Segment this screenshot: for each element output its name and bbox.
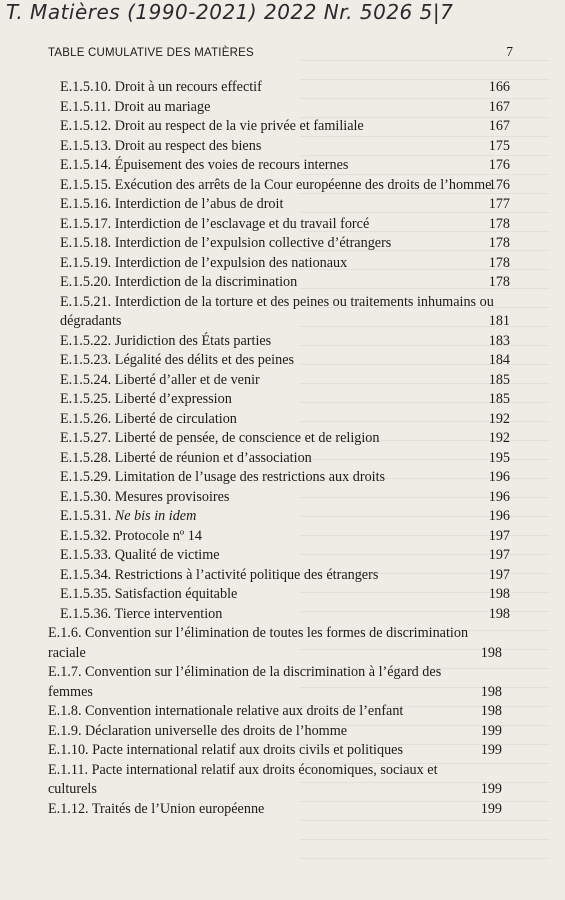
toc-entry	[48, 585, 510, 605]
toc-entry-title: Interdiction de l’esclavage et du travail forcé	[114, 215, 370, 232]
toc-entry-title: Interdiction de l’expulsion des nationaux	[114, 254, 348, 271]
toc-entry	[48, 507, 510, 527]
toc-entry-page: 175	[488, 137, 510, 154]
toc-entry-code: E.1.5.25.	[60, 391, 112, 407]
toc-entry-title: Convention sur l’élimination de toutes les formes de discrimination raciale	[48, 625, 469, 661]
toc-entry-page: 176	[488, 157, 510, 173]
toc-entry	[48, 293, 510, 332]
toc-entry	[48, 98, 510, 118]
toc-entry-title: Pacte international relatif aux droits civils et politiques	[92, 742, 403, 758]
toc-entry	[48, 546, 510, 566]
toc-entry-code: E.1.11.	[48, 761, 89, 778]
toc-entry-title: Interdiction de la discrimination	[114, 274, 298, 290]
toc-entry	[48, 371, 510, 391]
toc-entry-title: Juridiction des États parties	[114, 332, 272, 349]
toc-entry	[48, 117, 510, 137]
toc-entry-code: E.1.5.10.	[60, 79, 112, 95]
toc-entry	[48, 390, 510, 410]
toc-entry-code: E.1.5.28.	[60, 449, 112, 466]
toc-entry	[48, 78, 510, 98]
toc-entry-code: E.1.12.	[48, 800, 89, 817]
toc-entry-title: Traités de l’Union européenne	[91, 800, 265, 817]
toc-entry	[48, 273, 510, 293]
toc-entry-title: Limitation de l’usage des restrictions aux droits	[114, 469, 386, 485]
toc-entry-title: Tierce intervention	[114, 605, 223, 622]
toc-entry-code: E.1.5.30.	[60, 488, 112, 505]
toc-entry-code: E.1.5.15.	[60, 176, 112, 193]
toc-entry-title: Qualité de victime	[114, 547, 220, 563]
toc-entry-page: 198	[480, 683, 502, 700]
toc-entry	[48, 176, 510, 196]
toc-entry-code: E.1.5.23.	[60, 352, 112, 368]
toc-entry-page: 176	[488, 176, 510, 193]
toc-entry	[48, 566, 510, 586]
toc-entry-title: Protocole nº 14	[114, 527, 202, 544]
toc-entry-code: E.1.8.	[48, 703, 82, 719]
toc-entry-title: Déclaration universelle des droits de l’homme	[85, 722, 348, 739]
toc-entry	[48, 234, 510, 254]
toc-entry-title: Ne bis in idem	[114, 508, 197, 524]
toc-entry-code: E.1.5.33.	[60, 547, 112, 563]
toc-entry-page: 196	[488, 508, 510, 524]
toc-entry-page: 185	[488, 371, 510, 388]
toc-entry-code: E.1.5.26.	[60, 410, 112, 427]
toc-entry-page: 198	[480, 703, 502, 719]
toc-entry-code: E.1.5.22.	[60, 332, 112, 349]
toc-entry-code: E.1.5.29.	[60, 469, 112, 485]
toc-entry	[48, 722, 510, 742]
toc-entry-title: Interdiction de la torture et des peines ou traitements inhumains ou dégradants	[60, 293, 494, 329]
toc-entry-title: Liberté de circulation	[114, 410, 237, 427]
toc-entry-page: 195	[488, 449, 510, 466]
toc-entry-title: Épuisement des voies de recours internes	[114, 157, 349, 173]
toc-entry-code: E.1.9.	[48, 722, 82, 739]
toc-entry-page: 199	[480, 800, 502, 817]
toc-entry-title: Liberté de pensée, de conscience et de religion	[114, 430, 380, 446]
toc-entry-page: 197	[488, 566, 510, 583]
toc-entry-code: E.1.5.32.	[60, 527, 112, 544]
toc-entry	[48, 195, 510, 215]
toc-entry-page: 178	[488, 254, 510, 271]
toc-entry	[48, 215, 510, 235]
toc-entry-code: E.1.5.21.	[60, 293, 112, 310]
toc-entry	[48, 332, 510, 352]
toc-entry-code: E.1.5.16.	[60, 196, 112, 212]
toc-entry-page: 178	[488, 235, 510, 251]
toc-entry-page: 198	[488, 605, 510, 622]
toc-entry	[48, 741, 510, 761]
toc-entry-code: E.1.5.20.	[60, 274, 112, 290]
toc-entry-title: Satisfaction équitable	[114, 586, 238, 602]
toc-entry-title: Mesures provisoires	[114, 488, 230, 505]
toc-entry	[48, 624, 510, 663]
page-header	[48, 44, 513, 62]
toc-entry-page: 197	[488, 527, 510, 544]
toc-entry	[48, 254, 510, 274]
toc-entry-title: Interdiction de l’abus de droit	[114, 196, 284, 212]
toc-entry-page: 178	[488, 215, 510, 232]
toc-entry-title: Convention internationale relative aux droits de l’enfant	[85, 703, 404, 719]
toc-entry	[48, 488, 510, 508]
toc-entry-page: 199	[480, 742, 502, 758]
toc-entry-code: E.1.5.18.	[60, 235, 112, 251]
toc-entry-page: 192	[488, 430, 510, 446]
toc-entry-title: Liberté d’expression	[114, 391, 232, 407]
toc-entry-title: Droit au mariage	[114, 98, 211, 115]
toc-entry-page: 198	[488, 586, 510, 602]
toc-entry-code: E.1.5.11.	[60, 98, 111, 115]
toc-entry-page: 199	[480, 722, 502, 739]
toc-entry	[48, 468, 510, 488]
toc-entry-page: 198	[480, 644, 502, 661]
toc-entry-title: Droit au respect de la vie privée et familiale	[114, 118, 364, 134]
toc-entry-page: 197	[488, 547, 510, 563]
toc-entry-code: E.1.7.	[48, 664, 82, 680]
toc-entry-page: 177	[488, 196, 510, 212]
toc-entry-code: E.1.5.34.	[60, 566, 112, 583]
toc-entry-page: 199	[480, 781, 502, 797]
toc-entry	[48, 527, 510, 547]
toc-entry-page: 196	[488, 469, 510, 485]
toc-entry-code: E.1.5.12.	[60, 118, 112, 134]
toc-entry-code: E.1.5.14.	[60, 157, 112, 173]
handwritten-note: T. Matières (1990-2021) 2022 Nr. 5026 5|7	[6, 0, 454, 24]
toc-list	[48, 78, 510, 819]
toc-entry	[48, 761, 510, 800]
page-number: 7	[506, 44, 513, 59]
toc-entry-code: E.1.5.17.	[60, 215, 112, 232]
toc-entry	[48, 663, 510, 702]
toc-entry-title: Liberté d’aller et de venir	[114, 371, 260, 388]
toc-entry-code: E.1.5.19.	[60, 254, 112, 271]
toc-entry	[48, 351, 510, 371]
toc-entry-page: 166	[488, 79, 510, 95]
toc-entry	[48, 156, 510, 176]
toc-entry	[48, 605, 510, 625]
toc-entry-title: Pacte international relatif aux droits économiques, sociaux et culturels	[48, 761, 438, 797]
toc-entry-title: Droit à un recours effectif	[114, 79, 262, 95]
toc-entry-page: 196	[488, 488, 510, 505]
toc-entry-page: 183	[488, 332, 510, 349]
toc-entry-title: Légalité des délits et des peines	[114, 352, 295, 368]
toc-entry-title: Droit au respect des biens	[114, 137, 262, 154]
toc-entry-title: Liberté de réunion et d’association	[114, 449, 312, 466]
toc-entry-page: 184	[488, 352, 510, 368]
toc-entry	[48, 410, 510, 430]
toc-entry	[48, 800, 510, 820]
toc-entry-code: E.1.10.	[48, 742, 89, 758]
running-title: TABLE CUMULATIVE DES MATIÈRES	[48, 47, 254, 59]
toc-entry	[48, 449, 510, 469]
toc-entry-page: 192	[488, 410, 510, 427]
toc-entry-code: E.1.5.24.	[60, 371, 112, 388]
toc-entry-code: E.1.5.36.	[60, 605, 112, 622]
toc-entry-title: Convention sur l’élimination de la discrimination à l’égard des femmes	[48, 664, 442, 700]
toc-entry-code: E.1.5.35.	[60, 586, 112, 602]
toc-entry-page: 181	[488, 313, 510, 329]
toc-entry-title: Exécution des arrêts de la Cour européenne des droits de l’homme	[114, 176, 492, 193]
toc-entry-page: 178	[488, 274, 510, 290]
toc-entry-title: Interdiction de l’expulsion collective d’étrangers	[114, 235, 392, 251]
toc-entry-page: 185	[488, 391, 510, 407]
toc-entry-title: Restrictions à l’activité politique des étrangers	[114, 566, 379, 583]
toc-entry-code: E.1.5.27.	[60, 430, 112, 446]
toc-entry-page: 167	[488, 98, 510, 115]
toc-entry	[48, 429, 510, 449]
toc-entry	[48, 702, 510, 722]
toc-entry-page: 167	[488, 118, 510, 134]
toc-entry-code: E.1.6.	[48, 625, 82, 641]
toc-entry-code: E.1.5.13.	[60, 137, 112, 154]
toc-entry-code: E.1.5.31.	[60, 508, 112, 524]
toc-entry	[48, 137, 510, 157]
